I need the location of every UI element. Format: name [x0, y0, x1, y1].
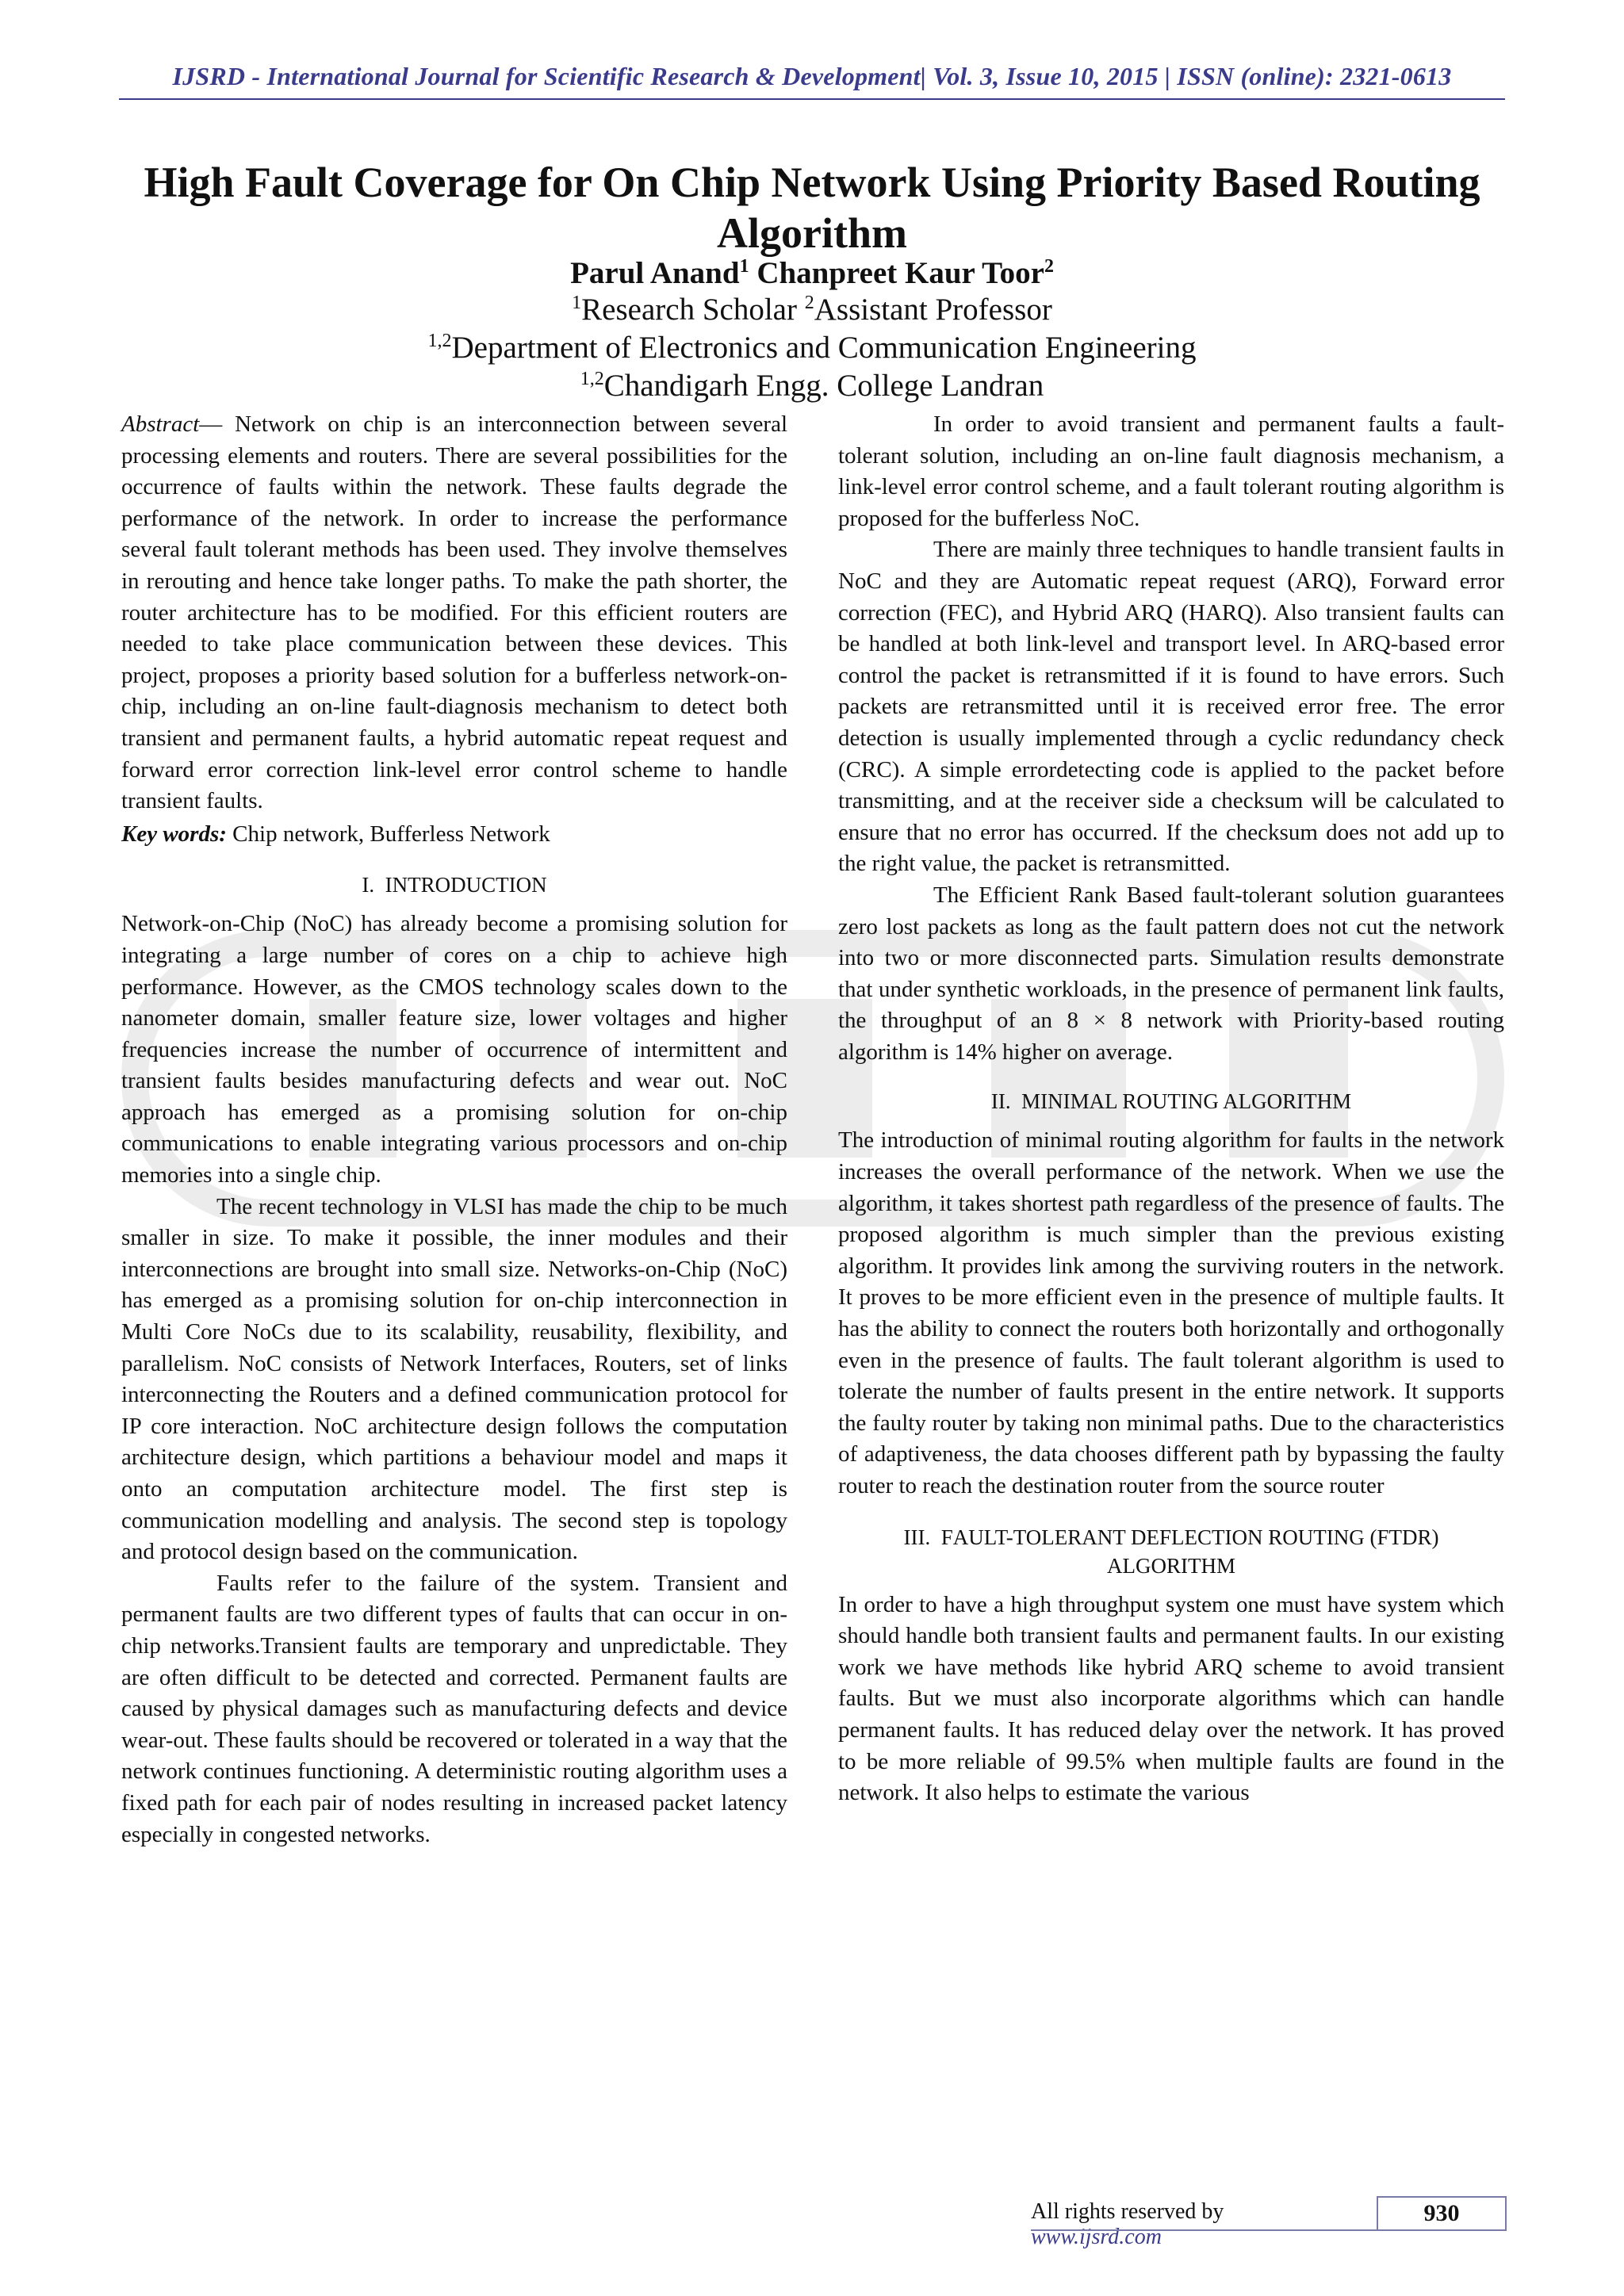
- minimal-paragraph-1: The introduction of minimal routing algorithm for faults in the network increases the overall performance of the network. When we use the algorithm, it takes shortest path regardless of the presence of faults. The proposed algorithm is much simpler than the previous existing algorithm. It provides link among the surviving routers in the network. It proves to be more efficient even in the presence of multiple faults. It has the ability to connect the routers both horizontally and orthogonally even in the presence of faults. The fault tolerant algorithm is used to tolerate the number of faults present in the entire network. It supports the faulty router by taking non minimal paths. Due to the characteristics of adaptiveness, the data chooses different path by bypassing the faulty router to reach the destination router from the source router: [838, 1127, 1504, 1498]
- section-2-heading: [838, 1087, 1504, 1115]
- role-2: Assistant Professor: [814, 293, 1052, 327]
- keywords-label: Key words:: [121, 821, 227, 847]
- college-sup: 1,2: [580, 369, 604, 389]
- section-1-heading: [121, 871, 787, 899]
- ftdr-paragraph-1: In order to have a high throughput system one must have system which should handle both transient faults and permanent faults. In our existing work we have methods like hybrid ARQ scheme to avoid transient faults. But we must also incorporate algorithms which can handle permanent faults. It has reduced delay over the network. It has proved to be more reliable of 99.5% when multiple faults are found in the network. It also helps to estimate the various: [838, 1591, 1504, 1806]
- intro-paragraph-4: In order to avoid transient and permanent faults a fault-tolerant solution, including an on-line fault diagnosis mechanism, a link-level error control scheme, and a fault tolerant routing algorithm is proposed for the bufferless NoC.: [838, 411, 1504, 531]
- author-2-sup: 2: [1044, 256, 1054, 277]
- footer-rule: [1031, 2229, 1507, 2231]
- section-1-title-rest: NTRODUCTION: [392, 873, 547, 897]
- intro-paragraph-2: The recent technology in VLSI has made the chip to be much smaller in size. To make it possible, the inner modules and their interconnections are brought into small size. Networks-on-Chip (NoC) has emerged as a promising solution for on-chip interconnection in Multi Core NoCs due to its scalability, reusability, flexibility, and parallelism. NoC consists of Network Interfaces, Routers, set of links interconnecting the Routers and a defined communication protocol for IP core interaction. NoC architecture design follows the computation architecture design, which partitions a behaviour model and maps it onto an computation architecture model. The first step is communication modelling and analysis. The second step is topology and protocol design based on the communication.: [121, 1193, 787, 1565]
- paper-title: High Fault Coverage for On Chip Network Using Priority Based Routing Algorithm: [144, 159, 1480, 257]
- abstract-text: — Network on chip is an interconnection between several processing elements and routers. There are several possibilities for the occurrence of faults within the network. These faults degrade the performance of the network. In order to increase the performance several fault tolerant methods has been used. They involve themselves in rerouting and hence take longer paths. To make the path shorter, the router architecture has to be modified. For this efficient routers are needed to take place communication between these devices. This project, proposes a priority based solution for a bufferless network-on-chip, including an on-line fault-diagnosis mechanism to detect both transient and permanent faults, a hybrid automatic repeat request and forward error correction link-level error control scheme to handle transient faults.: [121, 411, 787, 814]
- page-footer: [1031, 2196, 1507, 2249]
- section-3-heading: [838, 1523, 1504, 1552]
- header-rule: [119, 98, 1505, 100]
- department-sup: 1,2: [427, 331, 452, 351]
- section-3-heading-line2: ALGORITHM: [1107, 1553, 1235, 1578]
- abstract: [121, 409, 787, 817]
- affiliation-college: [119, 368, 1505, 404]
- section-1-initial: I: [385, 873, 393, 897]
- section-3-abbr: (FTDR): [1364, 1525, 1439, 1549]
- section-2-number: II.: [990, 1089, 1011, 1114]
- footer-site-link[interactable]: www.ijsrd.com: [1031, 2225, 1162, 2249]
- section-3-title-rest: AULT-TOLERANT DEFLECTION ROUTING: [952, 1525, 1365, 1549]
- role-1-sup: 1: [572, 293, 582, 313]
- keywords: [121, 819, 787, 851]
- section-3-number: III.: [903, 1525, 931, 1549]
- author-2: Chanpreet Kaur Toor: [756, 256, 1044, 290]
- intro-paragraph-3: Faults refer to the failure of the system. Transient and permanent faults are two different types of faults that can occur in on-chip networks.Transient faults are temporary and unpredictable. They are often difficult to be detected and corrected. Permanent faults are caused by physical damages such as manufacturing defects and device wear-out. These faults should be recovered or tolerated in a way that the network continues functioning. A deterministic routing algorithm uses a fixed path for each pair of nodes resulting in increased packet latency especially in congested networks.: [121, 1570, 787, 1847]
- author-1: Parul Anand: [570, 256, 740, 290]
- keywords-text: Chip network, Bufferless Network: [226, 821, 550, 847]
- college-text: Chandigarh Engg. College Landran: [603, 369, 1044, 403]
- abstract-label: Abstract: [121, 411, 200, 437]
- left-column: [121, 409, 787, 1850]
- intro-paragraph-5: There are mainly three techniques to handle transient faults in NoC and they are Automatic repeat request (ARQ), Forward error correction (FEC), and Hybrid ARQ (HARQ). Also transient faults can be handled at both link-level and transport level. In ARQ-based error control the packet is retransmitted if it is found to have errors. Such packets are retransmitted until it is received error free. The error detection is usually implemented through a cyclic redundancy check (CRC). A simple errordetecting code is applied to the packet before transmitting, and at the receiver side a checksum will be calculated to ensure that no error has occurred. If the checksum does not add up to the right value, the packet is retransmitted.: [838, 537, 1504, 877]
- role-2-sup: 2: [804, 293, 814, 313]
- affiliation-department: [119, 330, 1505, 366]
- section-3-initial: F: [940, 1525, 953, 1549]
- section-2-title-rest: INIMAL ROUTING ALGORITHM: [1040, 1089, 1352, 1114]
- section-2-initial: M: [1021, 1089, 1041, 1114]
- role-1: Research Scholar: [581, 293, 805, 327]
- right-column: [838, 409, 1504, 1809]
- page-number: 930: [1377, 2196, 1507, 2229]
- department-text: Department of Electronics and Communication Engineering: [451, 331, 1197, 365]
- affiliation-roles: [119, 292, 1505, 328]
- author-1-sup: 1: [739, 256, 749, 277]
- intro-paragraph-1: Network-on-Chip (NoC) has already become a promising solution for integrating a large number of cores on a chip to achieve high performance. However, as the CMOS technology scales down to the nanometer domain, smaller feature size, lower voltages and higher frequencies increase the number of occurrence of intermittent and transient faults besides manufacturing defects and wear out. NoC approach has emerged as a promising solution for on-chip communications to enable integrating various processors and on-chip memories into a single chip.: [121, 911, 787, 1188]
- footer-rights-label: All rights reserved by: [1031, 2199, 1224, 2224]
- intro-paragraph-6: The Efficient Rank Based fault-tolerant solution guarantees zero lost packets as long as the fault pattern does not cut the network into two or more disconnected parts. Simulation results demonstrate that under synthetic workloads, in the presence of permanent link faults, the throughput of an 8 × 8 network with Priority-based routing algorithm is 14% higher on average.: [838, 882, 1504, 1065]
- footer-rights: [1031, 2199, 1356, 2250]
- running-header: IJSRD - International Journal for Scientific Research & Development| Vol. 3, Issue 10, 2015 | ISSN (online): 2321-0613: [172, 62, 1452, 90]
- section-1-number: I.: [362, 873, 375, 897]
- author-line: [119, 255, 1505, 292]
